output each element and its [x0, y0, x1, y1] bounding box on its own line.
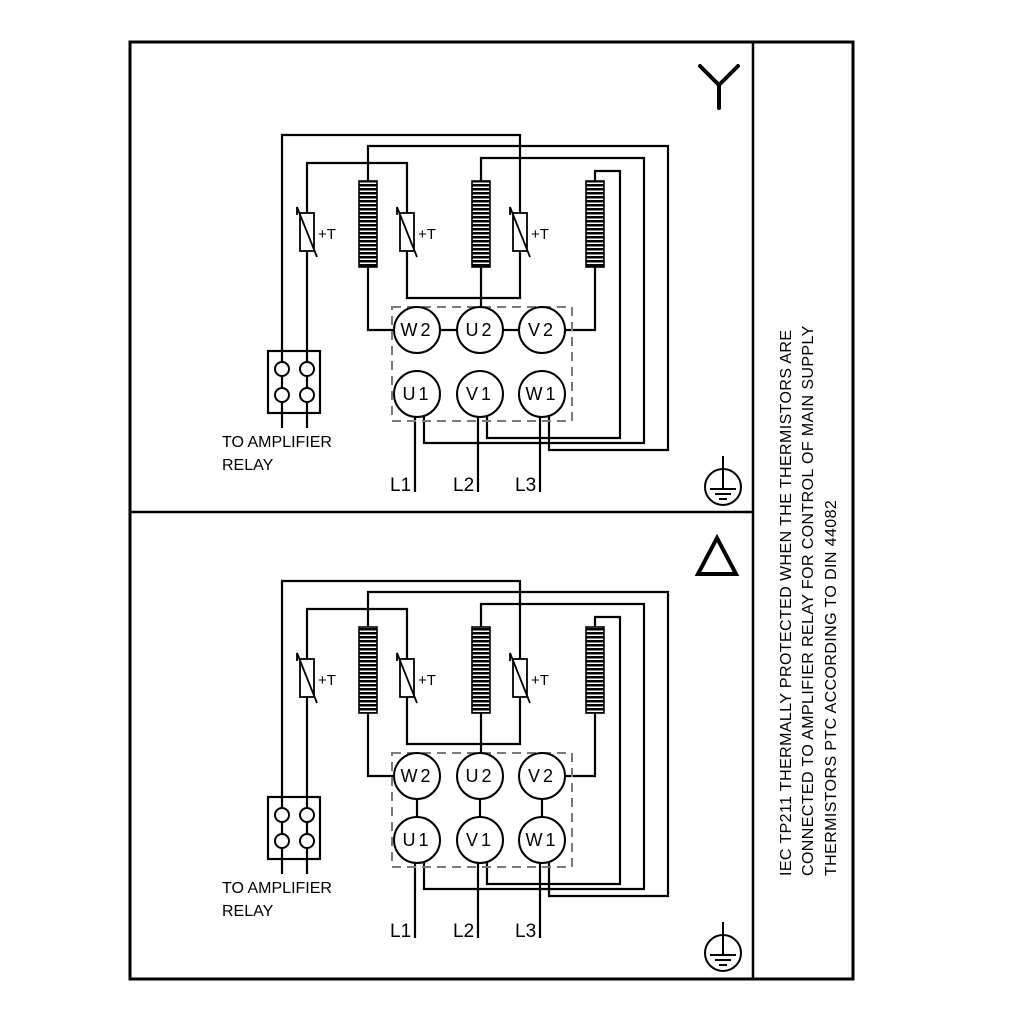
relay-terminal-pin — [275, 362, 289, 376]
winding-coil-1 — [359, 181, 377, 267]
terminal-V2 — [519, 753, 565, 799]
terminal-label: W2 — [400, 766, 434, 786]
terminal-label: W1 — [525, 830, 559, 850]
winding-coil-3 — [586, 181, 604, 267]
terminal-W1 — [519, 817, 565, 863]
terminal-W1 — [519, 371, 565, 417]
relay-terminal-pin — [275, 388, 289, 402]
thermistor-label: +T — [318, 226, 336, 243]
terminal-U1 — [394, 371, 440, 417]
terminal-label: U2 — [465, 766, 495, 786]
winding-coil-2 — [472, 627, 490, 713]
terminal-label: V1 — [465, 830, 495, 850]
terminal-W2 — [394, 753, 440, 799]
relay-terminal-pin — [275, 834, 289, 848]
terminal-label: U2 — [465, 320, 495, 340]
relay-terminal-pin — [300, 808, 314, 822]
terminal-V2 — [519, 307, 565, 353]
thermistor-label: +T — [418, 672, 436, 689]
terminal-label: V2 — [527, 766, 557, 786]
terminal-U2 — [457, 307, 503, 353]
thermistor-label: +T — [418, 226, 436, 243]
winding-coil-1 — [359, 627, 377, 713]
relay-note-line1: TO AMPLIFIER — [222, 434, 332, 451]
relay-note-line1: TO AMPLIFIER — [222, 880, 332, 897]
relay-note-line2: RELAY — [222, 457, 274, 474]
terminal-label: V1 — [465, 384, 495, 404]
winding-coil-2 — [472, 181, 490, 267]
relay-note-line2: RELAY — [222, 903, 274, 920]
relay-terminal-pin — [300, 362, 314, 376]
side-note-line3: THERMISTORS PTC ACCORDING TO DIN 44082 — [823, 499, 840, 876]
terminal-label: V2 — [527, 320, 557, 340]
relay-terminal-pin — [300, 388, 314, 402]
supply-label-L1: L1 — [390, 475, 412, 496]
terminal-label: W1 — [525, 384, 559, 404]
terminal-W2 — [394, 307, 440, 353]
winding-coil-3 — [586, 627, 604, 713]
terminal-V1 — [457, 817, 503, 863]
terminal-label: U1 — [402, 830, 432, 850]
supply-label-L3: L3 — [515, 921, 537, 942]
relay-terminal-pin — [300, 834, 314, 848]
thermistor-label: +T — [318, 672, 336, 689]
side-note-line2: CONNECTED TO AMPLIFIER RELAY FOR CONTROL OF MAIN SUPPLY — [800, 325, 817, 876]
supply-label-L2: L2 — [453, 921, 475, 942]
supply-label-L2: L2 — [453, 475, 475, 496]
thermistor-label: +T — [531, 672, 549, 689]
terminal-V1 — [457, 371, 503, 417]
terminal-U2 — [457, 753, 503, 799]
relay-terminal-pin — [275, 808, 289, 822]
supply-label-L3: L3 — [515, 475, 537, 496]
side-note-line1: IEC TP211 THERMALLY PROTECTED WHEN THE THERMISTORS ARE — [778, 329, 795, 876]
supply-label-L1: L1 — [390, 921, 412, 942]
terminal-label: U1 — [402, 384, 432, 404]
terminal-U1 — [394, 817, 440, 863]
thermistor-label: +T — [531, 226, 549, 243]
terminal-label: W2 — [400, 320, 434, 340]
